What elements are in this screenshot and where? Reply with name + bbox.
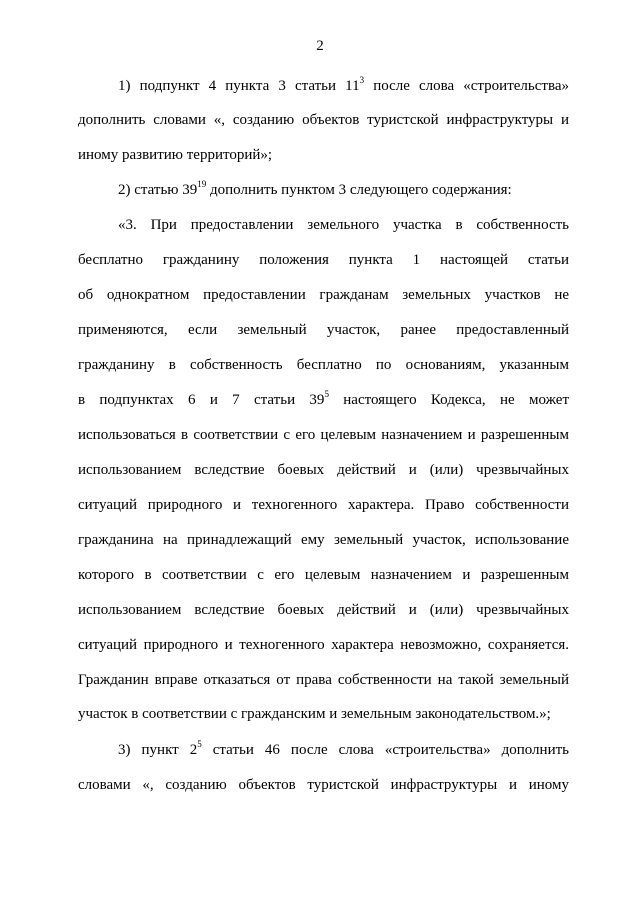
page-number: 2 bbox=[316, 38, 324, 54]
item-1-line-3: иному развитию территорий»; bbox=[78, 147, 273, 163]
quote-line-6-superscript: 5 bbox=[324, 389, 329, 399]
quote-line-6-text-a: в подпунктах 6 и 7 статьи 39 bbox=[78, 392, 325, 408]
item-1-line-1 bbox=[118, 76, 569, 96]
item-2-text-b: дополнить пунктом 3 следующего содержания: bbox=[206, 182, 512, 198]
item-3-line-1 bbox=[118, 740, 569, 760]
item-1-text-a: 1) подпункт 4 пункта 3 статьи 11 bbox=[118, 78, 360, 94]
quote-line-7: использоваться в соответствии с его целевым назначением и разрешенным bbox=[78, 427, 569, 443]
quote-line-6 bbox=[78, 390, 569, 410]
item-3-line-2: словами «, созданию объектов туристской инфраструктуры и иному bbox=[78, 777, 569, 793]
item-2-line-1 bbox=[118, 180, 569, 200]
item-1-superscript: 3 bbox=[359, 75, 365, 85]
quote-line-9: ситуаций природного и техногенного характера. Право собственности bbox=[78, 497, 569, 513]
item-2-text-a: 2) статью 39 bbox=[118, 182, 198, 198]
item-1-line-2: дополнить словами «, созданию объектов туристской инфраструктуры и bbox=[78, 112, 569, 128]
item-2-superscript: 19 bbox=[197, 179, 207, 189]
quote-line-14: Гражданин вправе отказаться от права собственности на такой земельный bbox=[78, 672, 569, 688]
quote-line-11: которого в соответствии с его целевым назначением и разрешенным bbox=[78, 567, 569, 583]
quote-line-1: «3. При предоставлении земельного участка в собственность bbox=[118, 217, 569, 233]
quote-line-3: об однократном предоставлении гражданам земельных участков не bbox=[78, 287, 569, 303]
quote-line-10: гражданина на принадлежащий ему земельный участок, использование bbox=[78, 532, 569, 548]
quote-line-4: применяются, если земельный участок, ранее предоставленный bbox=[78, 322, 569, 338]
quote-line-8: использованием вследствие боевых действий и (или) чрезвычайных bbox=[78, 462, 569, 478]
item-1-text-b: после слова «строительства» bbox=[364, 78, 569, 94]
item-3-text-a: 3) пункт 2 bbox=[118, 742, 198, 758]
quote-line-2: бесплатно гражданину положения пункта 1 настоящей статьи bbox=[78, 252, 569, 268]
quote-line-15: участок в соответствии с гражданским и земельным законодательством.»; bbox=[78, 706, 551, 722]
quote-line-6-text-b: настоящего Кодекса, не может bbox=[328, 392, 570, 408]
quote-line-13: ситуаций природного и техногенного характера невозможно, сохраняется. bbox=[78, 637, 569, 653]
item-3-text-b: статьи 46 после слова «строительства» дополнить bbox=[201, 742, 569, 758]
quote-line-12: использованием вследствие боевых действий и (или) чрезвычайных bbox=[78, 602, 569, 618]
quote-line-5: гражданину в собственность бесплатно по основаниям, указанным bbox=[78, 357, 569, 373]
item-3-superscript: 5 bbox=[197, 739, 202, 749]
